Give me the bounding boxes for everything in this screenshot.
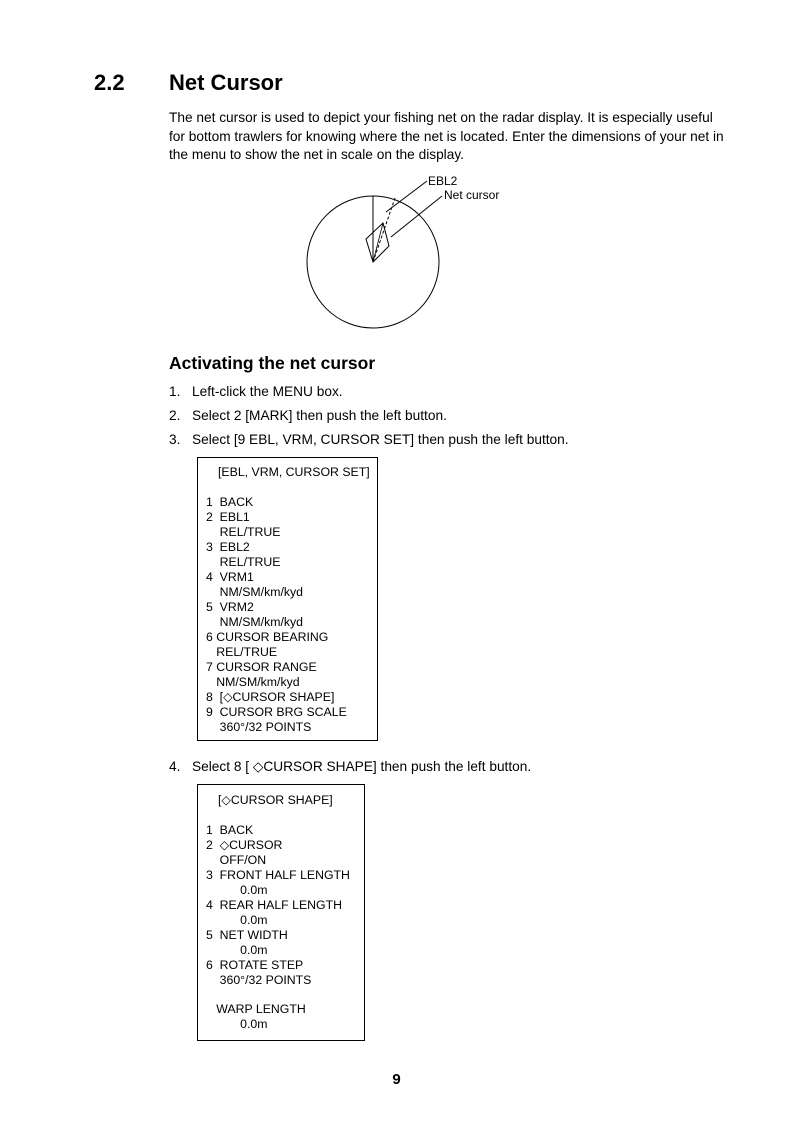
- page-number: 9: [392, 1071, 401, 1088]
- net-cursor-center-line: [373, 223, 383, 262]
- menu-line: WARP LENGTH: [206, 1002, 306, 1016]
- menu-line: 3 FRONT HALF LENGTH: [206, 868, 350, 882]
- menu-line: REL/TRUE: [206, 645, 278, 659]
- menu-line: 6 CURSOR BEARING: [206, 630, 329, 644]
- menu-line: NM/SM/km/kyd: [206, 675, 300, 689]
- menu-line: REL/TRUE: [206, 555, 281, 569]
- menu-line: 2 ◇CURSOR: [206, 838, 283, 852]
- step-3: 3. Select [9 EBL, VRM, CURSOR SET] then push the left button.: [169, 432, 569, 447]
- menu-line: 1 BACK: [206, 823, 254, 837]
- net-cursor-diagram: [300, 170, 500, 330]
- menu-line: 3 EBL2: [206, 540, 250, 554]
- menu-line: 5 VRM2: [206, 600, 254, 614]
- step-2: 2. Select 2 [MARK] then push the left button.: [169, 408, 447, 423]
- menu-line: 4 VRM1: [206, 570, 254, 584]
- menu-line: 0.0m: [206, 1017, 268, 1031]
- net-cursor-shape: [366, 223, 389, 262]
- menu-line: 4 REAR HALF LENGTH: [206, 898, 342, 912]
- section-title: Net Cursor: [169, 70, 283, 95]
- menu-line: 6 ROTATE STEP: [206, 958, 304, 972]
- ebl2-leader-line: [386, 181, 427, 212]
- subheading: Activating the net cursor: [169, 353, 376, 373]
- menu-title: [◇CURSOR SHAPE]: [218, 793, 333, 807]
- menu-line: NM/SM/km/kyd: [206, 615, 304, 629]
- menu-line: 5 NET WIDTH: [206, 928, 288, 942]
- step-1: 1. Left-click the MENU box.: [169, 384, 343, 399]
- ebl2-label: EBL2: [428, 174, 458, 188]
- net-cursor-label: Net cursor: [444, 188, 500, 202]
- menu-line: 8 [◇CURSOR SHAPE]: [206, 690, 335, 704]
- menu-ebl-vrm-cursor-set: [197, 457, 378, 741]
- menu-line: 7 CURSOR RANGE: [206, 660, 317, 674]
- menu-line: OFF/ON: [206, 853, 267, 867]
- step-4: 4. Select 8 [ ◇CURSOR SHAPE] then push the left button.: [169, 759, 532, 774]
- menu-line: 360°/32 POINTS: [206, 973, 312, 987]
- menu-line: NM/SM/km/kyd: [206, 585, 304, 599]
- menu-line: 0.0m: [206, 883, 268, 897]
- menu-line: 2 EBL1: [206, 510, 250, 524]
- menu-line: 360°/32 POINTS: [206, 720, 312, 734]
- menu-title: [EBL, VRM, CURSOR SET]: [218, 465, 370, 479]
- menu-line: 9 CURSOR BRG SCALE: [206, 705, 347, 719]
- menu-line: 0.0m: [206, 943, 268, 957]
- menu-cursor-shape: [197, 784, 365, 1041]
- steps-list: [169, 383, 569, 455]
- intro-paragraph: The net cursor is used to depict your fishing net on the radar display. It is especially useful for bottom trawlers for knowing where the net is located. Enter the dimensions of your net in the menu to show the net in scale on the display.: [169, 110, 724, 162]
- menu-line: 1 BACK: [206, 495, 254, 509]
- menu-line: 0.0m: [206, 913, 268, 927]
- section-number: 2.2: [94, 70, 125, 95]
- menu-line: REL/TRUE: [206, 525, 281, 539]
